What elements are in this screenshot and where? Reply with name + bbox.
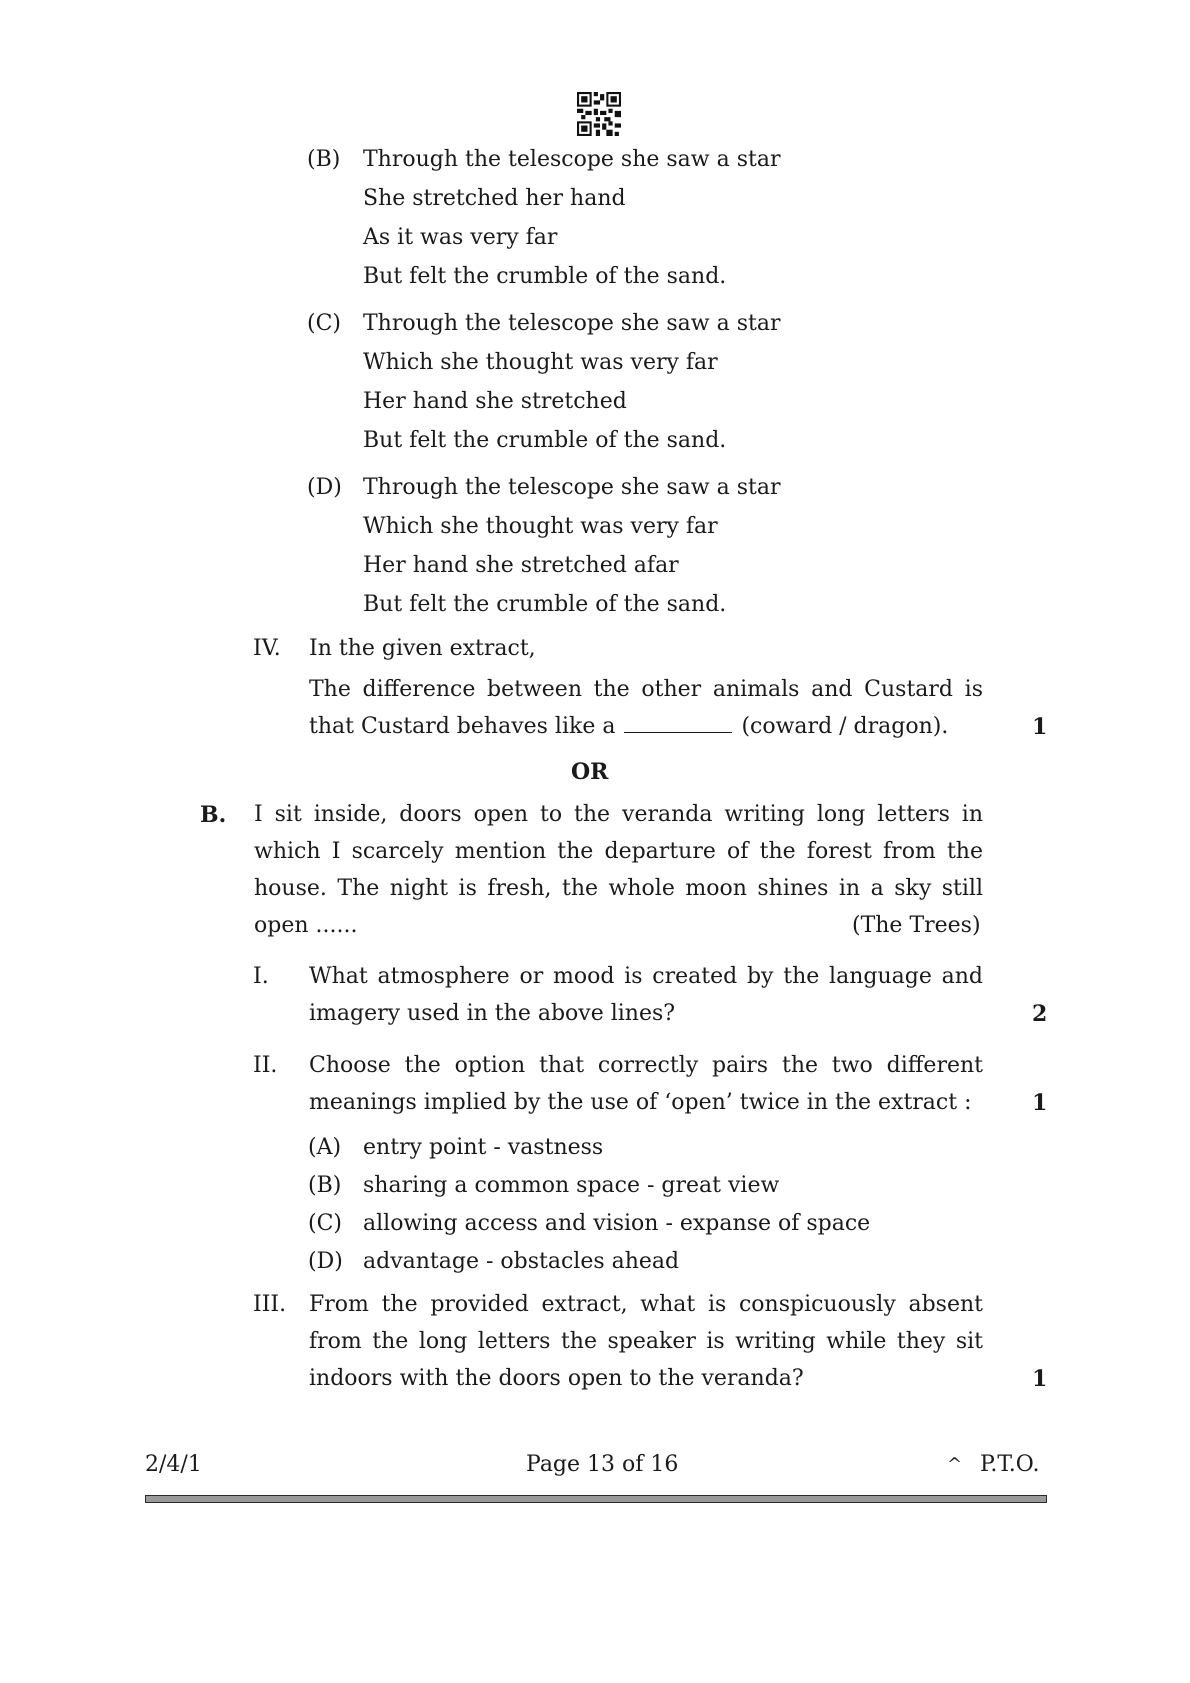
option-label: (C): [307, 311, 341, 336]
poem-line: But felt the crumble of the sand.: [363, 264, 727, 289]
poem-line: Through the telescope she saw a star: [363, 475, 781, 500]
question-number: II.: [253, 1053, 278, 1078]
marks: 1: [1032, 714, 1048, 740]
poem-line: Through the telescope she saw a star: [363, 311, 781, 336]
question-options-hint: (coward / dragon).: [741, 714, 949, 739]
option-label: (D): [307, 475, 342, 500]
option-text: entry point - vastness: [363, 1135, 604, 1160]
question-number: I.: [253, 964, 269, 989]
poem-line: Her hand she stretched: [363, 389, 627, 414]
passage-line: open ......: [254, 913, 358, 938]
question-number: IV.: [253, 636, 281, 661]
answer-blank: [624, 714, 732, 733]
pto-label: P.T.O.: [980, 1452, 1040, 1477]
poem-line: But felt the crumble of the sand.: [363, 428, 727, 453]
poem-line: But felt the crumble of the sand.: [363, 592, 727, 617]
option-text: allowing access and vision - expanse of space: [363, 1211, 871, 1236]
passage-line: I sit inside, doors open to the veranda writing long letters in: [254, 802, 983, 827]
question-text: From the provided extract, what is conspicuously absent: [309, 1292, 983, 1317]
option-label: (B): [308, 1173, 342, 1198]
qr-code-icon: [577, 92, 621, 136]
poem-line: As it was very far: [363, 225, 558, 250]
question-text: indoors with the doors open to the veranda?: [309, 1366, 804, 1391]
passage-line: house. The night is fresh, the whole moon shines in a sky still: [254, 876, 983, 901]
question-text-fill-blank: [309, 714, 948, 740]
option-label: (B): [307, 147, 341, 172]
question-text: imagery used in the above lines?: [309, 1001, 676, 1026]
question-text: In the given extract,: [309, 636, 536, 661]
option-label: (D): [308, 1249, 343, 1274]
question-text: from the long letters the speaker is writing while they sit: [309, 1329, 983, 1354]
poem-line: Which she thought was very far: [363, 350, 718, 375]
marks: 1: [1032, 1366, 1048, 1392]
option-text: sharing a common space - great view: [363, 1173, 780, 1198]
question-text: meanings implied by the use of ‘open’ twice in the extract :: [309, 1090, 972, 1115]
question-text: Choose the option that correctly pairs the two different: [309, 1053, 983, 1078]
question-number: III.: [253, 1292, 287, 1317]
option-label: (A): [308, 1135, 342, 1160]
footer-rule: [145, 1495, 1047, 1503]
option-label: (C): [308, 1211, 342, 1236]
question-text: that Custard behaves like a: [309, 714, 616, 739]
paper-code: 2/4/1: [145, 1452, 202, 1477]
option-text: advantage - obstacles ahead: [363, 1249, 680, 1274]
marks: 1: [1032, 1090, 1048, 1116]
passage-source: (The Trees): [852, 913, 981, 938]
marks: 2: [1032, 1001, 1048, 1027]
page-number: Page 13 of 16: [526, 1452, 679, 1477]
poem-line: Through the telescope she saw a star: [363, 147, 781, 172]
or-separator: OR: [571, 759, 609, 785]
poem-line: She stretched her hand: [363, 186, 626, 211]
question-text: The difference between the other animals and Custard is: [309, 677, 983, 702]
caret-icon: ^: [947, 1454, 963, 1475]
question-text: What atmosphere or mood is created by the language and: [309, 964, 983, 989]
passage-line: which I scarcely mention the departure of the forest from the: [254, 839, 983, 864]
poem-line: Her hand she stretched afar: [363, 553, 679, 578]
section-label: B.: [200, 802, 227, 828]
poem-line: Which she thought was very far: [363, 514, 718, 539]
